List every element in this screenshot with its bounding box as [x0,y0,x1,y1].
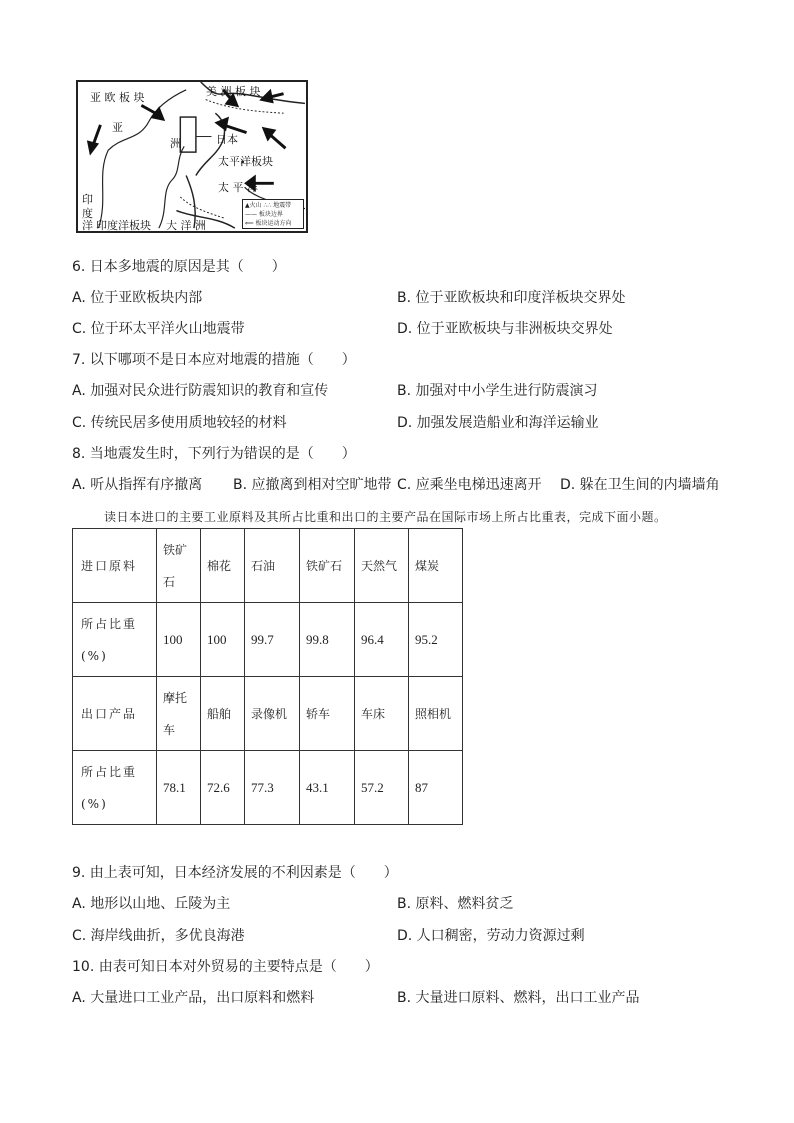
export-value: 77.3 [245,751,300,825]
map-label-american-plate: 美 洲 板 块 [206,85,261,98]
import-share-head: 所占比重(%) [73,603,157,677]
legend-boundary: —— 板块边界 [245,211,283,218]
export-value: 87 [409,751,463,825]
q8-option-c[interactable]: C. 应乘坐电梯迅速离开 [397,477,542,493]
map-label-asia-b: 洲 [170,137,181,150]
import-item: 铁矿石 [300,529,355,603]
table-row [73,529,463,603]
question-7-stem: 7. 以下哪项不是日本应对地震的措施（ ） [72,352,356,368]
export-item: 车床 [355,677,409,751]
export-value: 72.6 [201,751,245,825]
q9-option-b[interactable]: B. 原料、燃料贫乏 [397,896,514,912]
q8-option-a[interactable]: A. 听从指挥有序撤离 [72,477,203,493]
plate-map-figure [76,80,308,233]
table-row [73,603,463,677]
map-label-indian-b: 度 [82,207,93,220]
q9-option-c[interactable]: C. 海岸线曲折，多优良海港 [72,928,245,944]
table-row [73,751,463,825]
export-item: 照相机 [409,677,463,751]
map-label-indian-c: 洋 [82,219,93,232]
export-share-head: 所占比重(%) [73,751,157,825]
import-item: 铁矿石 [157,529,201,603]
import-value: 100 [201,603,245,677]
q6-option-c[interactable]: C. 位于环太平洋火山地震带 [72,321,245,337]
map-label-pacific-ocean: 太 平 洋 [218,181,258,194]
import-value: 99.7 [245,603,300,677]
export-item: 轿车 [300,677,355,751]
import-item: 棉花 [201,529,245,603]
import-export-table [72,528,463,825]
map-label-japan: 日本 [216,133,238,146]
import-item: 天然气 [355,529,409,603]
import-value: 100 [157,603,201,677]
import-value: 95.2 [409,603,463,677]
q9-option-d[interactable]: D. 人口稠密，劳动力资源过剩 [397,928,585,944]
question-8-stem: 8. 当地震发生时，下列行为错误的是（ ） [72,446,356,462]
table-intro: 读日本进口的主要工业原料及其所占比重和出口的主要产品在国际市场上所占比重表，完成下面小题。 [104,510,667,524]
export-item: 船舶 [201,677,245,751]
map-label-pacific-plate: 太平洋板块 [218,155,273,168]
export-value: 57.2 [355,751,409,825]
question-9-stem: 9. 由上表可知，日本经济发展的不利因素是（ ） [72,865,398,881]
q10-option-b[interactable]: B. 大量进口原料、燃料，出口工业产品 [397,990,640,1006]
map-label-indian-plate: 印度洋板块 [96,219,151,232]
q8-option-b[interactable]: B. 应撤离到相对空旷地带 [233,477,392,493]
import-item: 煤炭 [409,529,463,603]
export-item: 录像机 [245,677,300,751]
import-head: 进口原料 [73,529,157,603]
q7-option-a[interactable]: A. 加强对民众进行防震知识的教育和宣传 [72,383,329,399]
import-value: 96.4 [355,603,409,677]
export-head: 出口产品 [73,677,157,751]
map-label-asia-a: 亚 [112,121,123,134]
q6-option-a[interactable]: A. 位于亚欧板块内部 [72,290,203,306]
q7-option-b[interactable]: B. 加强对中小学生进行防震演习 [397,383,598,399]
q7-option-c[interactable]: C. 传统民居多使用质地较轻的材料 [72,415,287,431]
export-item: 摩托车 [157,677,201,751]
legend-direction: ⟸ 板块运动方向 [245,220,292,227]
q9-option-a[interactable]: A. 地形以山地、丘陵为主 [72,896,231,912]
q6-option-b[interactable]: B. 位于亚欧板块和印度洋板块交界处 [397,290,626,306]
table-row [73,677,463,751]
map-label-indian-a: 印 [82,193,93,206]
question-10-stem: 10. 由表可知日本对外贸易的主要特点是（ ） [72,959,379,975]
legend-volcano: ▲火山 ∴∴ 地震带 [245,202,292,209]
map-label-eurasian-plate: 亚 欧 板 块 [90,91,145,104]
map-label-oceania: 大 洋 洲 [166,219,206,232]
q10-option-a[interactable]: A. 大量进口工业产品，出口原料和燃料 [72,990,315,1006]
map-legend [242,199,304,229]
import-item: 石油 [245,529,300,603]
export-value: 78.1 [157,751,201,825]
question-6-stem: 6. 日本多地震的原因是其（ ） [72,259,286,275]
q8-option-d[interactable]: D. 躲在卫生间的内墙墙角 [560,477,720,493]
export-value: 43.1 [300,751,355,825]
q7-option-d[interactable]: D. 加强发展造船业和海洋运输业 [397,415,599,431]
import-value: 99.8 [300,603,355,677]
q6-option-d[interactable]: D. 位于亚欧板块与非洲板块交界处 [397,321,613,337]
